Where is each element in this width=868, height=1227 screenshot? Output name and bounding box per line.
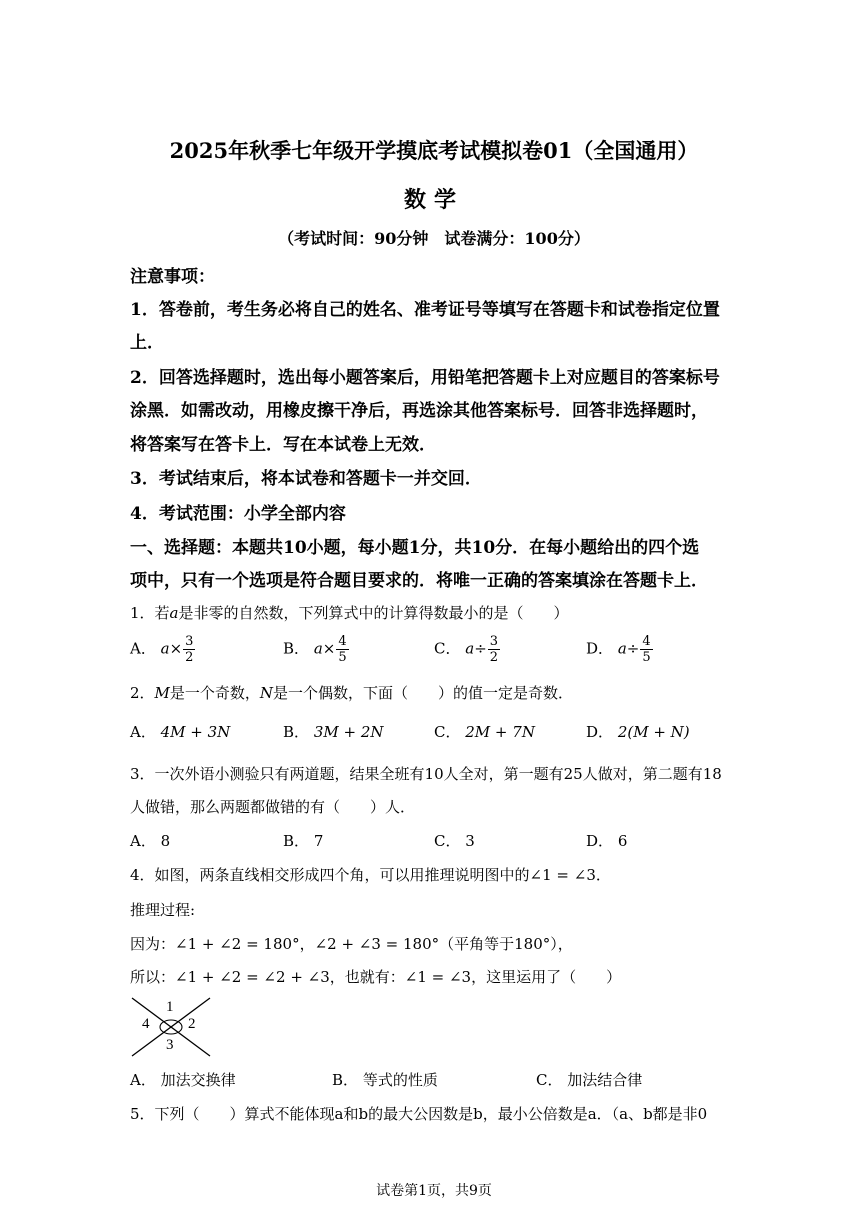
notice-line: 将答案写在答卡上．写在本试卷上无效． (130, 435, 436, 455)
fraction: $\frac{3}{2}$ (489, 634, 499, 665)
angle-label-4: 4 (142, 1016, 150, 1032)
fraction: $\frac{4}{5}$ (338, 634, 347, 665)
q3-option-d[interactable]: D． 6 (586, 832, 628, 850)
exam-title: 2025年秋季七年级开学摸底考试模拟卷01（全国通用） (169, 138, 699, 163)
angle-label-3: 3 (166, 1037, 174, 1053)
question-4-line1: 4．如图，两条直线相交形成四个角，可以用推理说明图中的∠1 = ∠3． (130, 866, 611, 884)
q2-option-b[interactable]: B． 3M + 2N (283, 723, 384, 741)
subject-heading: 数学 (403, 187, 464, 213)
section-heading: 一、选择题：本题共10小题，每小题1分，共10分．在每小题给出的四个选 (130, 538, 700, 558)
question-2: 2．M是一个奇数，N是一个偶数，下面（ ）的值一定是奇数． (130, 684, 574, 702)
question-4-line4: 所以：∠1 + ∠2 = ∠2 + ∠3，也就有：∠1 = ∠3，这里运用了（ ） (130, 968, 622, 986)
question-4-line2: 推理过程: (130, 901, 196, 919)
section-heading: 项中，只有一个选项是符合题目要求的．将唯一正确的答案填涂在答题卡上． (130, 571, 708, 591)
q4-option-a[interactable]: A． 加法交换律 (130, 1071, 236, 1089)
q3-option-c[interactable]: C． 3 (434, 832, 475, 850)
intersecting-lines-figure (128, 994, 216, 1058)
notice-heading: 注意事项： (130, 267, 215, 287)
q2-option-d[interactable]: D． 2(M + N) (586, 723, 690, 741)
q3-option-a[interactable]: A． 8 (130, 832, 171, 850)
page-footer: 试卷第1页，共9页 (376, 1183, 492, 1199)
notice-line: 上． (130, 333, 164, 353)
question-3-line2: 人做错，那么两题都做错的有（ ）人． (130, 798, 416, 816)
exam-info: （考试时间：90分钟 试卷满分：100分） (278, 229, 590, 248)
q1-option-a[interactable]: A． a× $\frac{3}{2}$ (130, 634, 194, 665)
notice-line: 涂黑．如需改动，用橡皮擦干净后，再选涂其他答案标号．回答非选择题时， (130, 401, 708, 421)
fraction: $\frac{3}{2}$ (185, 634, 194, 665)
angle-label-2: 2 (188, 1016, 196, 1032)
q3-option-b[interactable]: B． 7 (283, 832, 324, 850)
q2-option-c[interactable]: C． 2M + 7N (434, 723, 535, 741)
fraction: $\frac{4}{5}$ (642, 634, 651, 665)
q4-option-b[interactable]: B． 等式的性质 (332, 1071, 438, 1089)
q1-option-b[interactable]: B． a× $\frac{4}{5}$ (283, 634, 347, 665)
notice-line: 1．答卷前，考生务必将自己的姓名、准考证号等填写在答题卡和试卷指定位置 (130, 300, 720, 320)
question-1: 1．若a是非零的自然数，下列算式中的计算得数最小的是（ ） (130, 604, 569, 622)
q1-option-d[interactable]: D． a÷ $\frac{4}{5}$ (586, 634, 651, 665)
question-4-line3: 因为：∠1 + ∠2 = 180°，∠2 + ∠3 = 180°（平角等于180°）， (130, 935, 573, 953)
notice-line: 2．回答选择题时，选出每小题答案后，用铅笔把答题卡上对应题目的答案标号 (130, 368, 720, 388)
angle-label-1: 1 (166, 999, 174, 1015)
question-5-line1: 5．下列（ ）算式不能体现a和b的最大公因数是b，最小公倍数是a．（a、b都是非0 (130, 1105, 708, 1123)
notice-line: 3．考试结束后，将本试卷和答题卡一并交回． (130, 469, 482, 489)
q4-option-c[interactable]: C． 加法结合律 (536, 1071, 643, 1089)
q2-option-a[interactable]: A． 4M + 3N (130, 723, 231, 741)
q1-option-c[interactable]: C． a÷ $\frac{3}{2}$ (434, 634, 499, 665)
notice-line: 4．考试范围：小学全部内容 (130, 504, 346, 524)
question-3-line1: 3．一次外语小测验只有两道题，结果全班有10人全对，第一题有25人做对，第二题有18 (130, 765, 722, 783)
